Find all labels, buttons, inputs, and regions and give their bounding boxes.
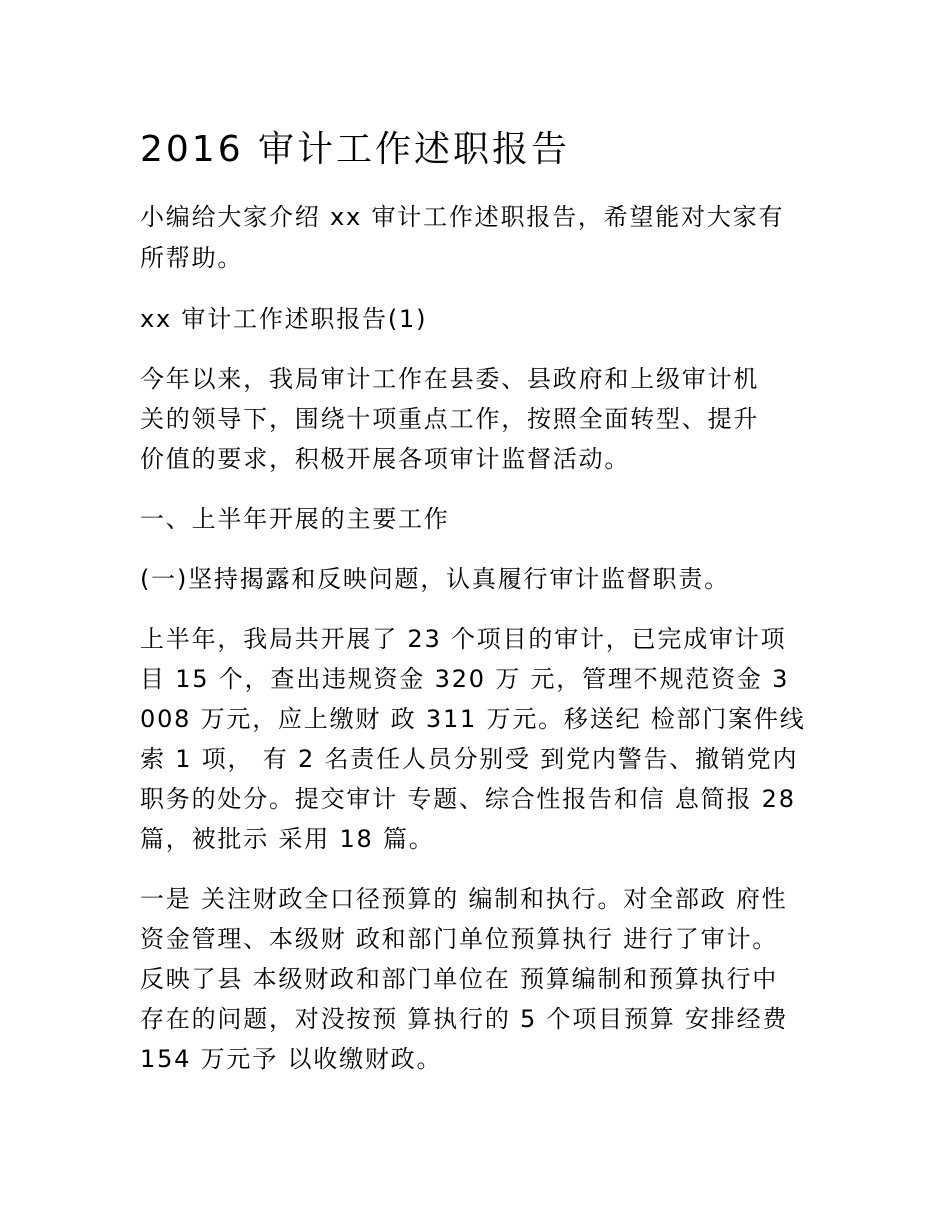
point-1-line-4: 存在的问题，对没按预 算执行的 5 个项目预算 安排经费 [140,1005,789,1033]
point-1-line-3: 反映了县 本级财政和部门单位在 预算编制和预算执行中 [140,965,779,993]
document-title: 2016 审计工作述职报告 [140,129,571,170]
overview-line-2: 关的领导下，围绕十项重点工作，按照全面转型、提升 [140,405,760,433]
point-1-line-5: 154 万元予 以收缴财政。 [140,1045,443,1073]
point-1-line-1: 一是 关注财政全口径预算的 编制和执行。对全部政 府性 [140,885,788,913]
summary-line-3: 008 万元，应上缴财 政 311 万元。移送纪 检部门案件线 [140,705,806,733]
overview-line-3: 价值的要求，积极开展各项审计监督活动。 [140,445,631,473]
summary-line-6: 篇，被批示 采用 18 篇。 [140,825,435,853]
summary-line-5: 职务的处分。提交审计 专题、综合性报告和信 息简报 28 [140,785,796,813]
overview-line-1: 今年以来，我局审计工作在县委、县政府和上级审计机 [140,365,760,393]
intro-line-1: 小编给大家介绍 xx 审计工作述职报告，希望能对大家有 [140,203,785,231]
heading-main-work: 一、上半年开展的主要工作 [140,505,450,533]
subheading-audit-duty: (一)坚持揭露和反映问题，认真履行审计监督职责。 [140,565,730,593]
point-1-line-2: 资金管理、本级财 政和部门单位预算执行 进行了审计。 [140,925,779,953]
summary-line-2: 目 15 个，查出违规资金 320 万 元，管理不规范资金 3 [140,665,790,693]
intro-line-2: 所帮助。 [140,244,244,272]
summary-line-1: 上半年，我局共开展了 23 个项目的审计，已完成审计项 [140,625,787,653]
summary-line-4: 索 1 项， 有 2 名责任人员分别受 到党内警告、撤销党内 [140,745,799,773]
section-title: xx 审计工作述职报告(1) [140,305,428,333]
